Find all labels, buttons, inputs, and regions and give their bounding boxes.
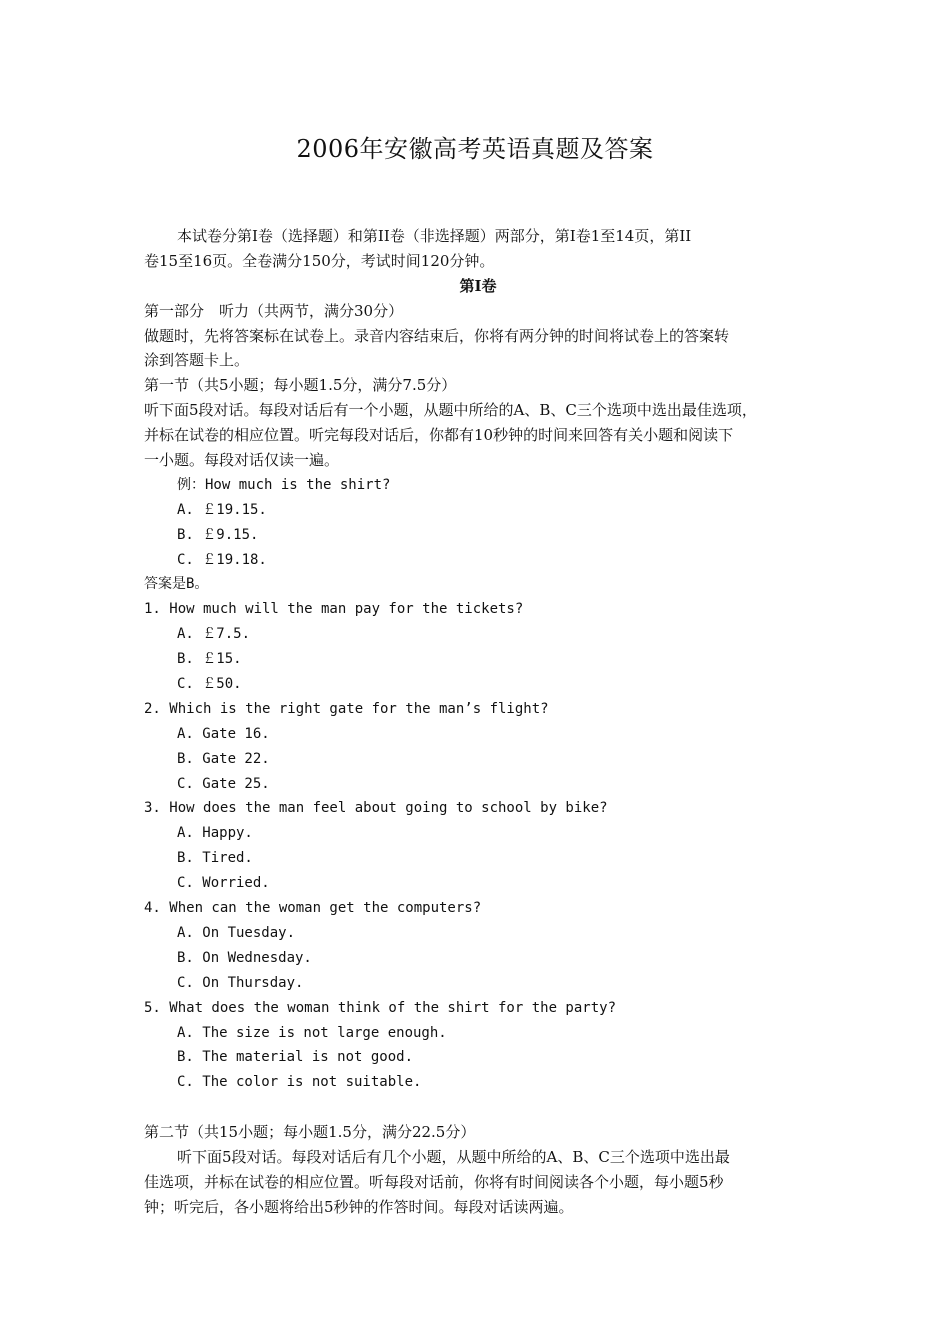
question-5: 5. What does the woman think of the shirt for the party? — [144, 999, 617, 1016]
question-option: A. The size is not large enough. — [177, 1024, 447, 1041]
document-title: 2006年安徽高考英语真题及答案 — [296, 135, 654, 163]
example-answer: 答案是B。 — [144, 576, 209, 593]
part1-instruction-2: 涂到答题卡上。 — [144, 351, 250, 370]
question-option: B. The material is not good. — [177, 1049, 414, 1066]
question-option: A. Gate 16. — [177, 725, 270, 742]
example-option: B. ￡9.15. — [177, 526, 259, 543]
question-option: B. Gate 22. — [177, 750, 270, 767]
question-2: 2. Which is the right gate for the man’s flight? — [144, 700, 549, 717]
question-option: C. Worried. — [177, 875, 270, 892]
question-option: C. On Thursday. — [177, 974, 304, 991]
question-option: B. Tired. — [177, 850, 253, 867]
question-option: B. ￡15. — [177, 651, 242, 668]
example-question: 例：How much is the shirt? — [177, 476, 391, 493]
question-option: C. ￡50. — [177, 676, 242, 693]
part1-heading: 第一部分 听力（共两节，满分30分） — [144, 301, 404, 320]
section2-instruction-2: 佳选项，并标在试卷的相应位置。听每段对话前，你将有时间阅读各个小题，每小题5秒 — [144, 1172, 724, 1191]
question-option: A. Happy. — [177, 825, 253, 842]
section1-heading: 第一节（共5小题；每小题1.5分，满分7.5分） — [144, 376, 457, 395]
volume-heading: 第I卷 — [459, 276, 497, 295]
section1-instruction-3: 一小题。每段对话仅读一遍。 — [144, 451, 340, 470]
question-4: 4. When can the woman get the computers? — [144, 900, 482, 917]
question-3: 3. How does the man feel about going to school by bike? — [144, 800, 608, 817]
section2-instruction-1: 听下面5段对话。每段对话后有几个小题，从题中所给的A、B、C三个选项中选出最 — [177, 1147, 730, 1166]
question-1: 1. How much will the man pay for the tickets? — [144, 601, 524, 618]
question-option: C. Gate 25. — [177, 775, 270, 792]
question-option: C. The color is not suitable. — [177, 1074, 422, 1091]
example-option: A. ￡19.15. — [177, 501, 267, 518]
part1-instruction-1: 做题时，先将答案标在试卷上。录音内容结束后，你将有两分钟的时间将试卷上的答案转 — [144, 326, 730, 345]
section1-instruction-1: 听下面5段对话。每段对话后有一个小题，从题中所给的A、B、C三个选项中选出最佳选项， — [144, 401, 757, 420]
section2-instruction-3: 钟；听完后，各小题将给出5秒钟的作答时间。每段对话读两遍。 — [144, 1197, 574, 1216]
intro-line-2: 卷15至16页。全卷满分150分，考试时间120分钟。 — [144, 251, 495, 270]
exam-body — [144, 224, 812, 1220]
question-option: B. On Wednesday. — [177, 949, 312, 966]
question-option: A. ￡7.5. — [177, 626, 251, 643]
section2-heading: 第二节（共15小题；每小题1.5分，满分22.5分） — [144, 1123, 476, 1142]
spacer — [144, 1095, 812, 1120]
question-option: A. On Tuesday. — [177, 924, 296, 941]
example-option: C. ￡19.18. — [177, 551, 267, 568]
section1-instruction-2: 并标在试卷的相应位置。听完每段对话后，你都有10秒钟的时间来回答有关小题和阅读下 — [144, 426, 734, 445]
intro-line-1: 本试卷分第I卷（选择题）和第II卷（非选择题）两部分，第I卷1至14页，第II — [177, 227, 692, 245]
